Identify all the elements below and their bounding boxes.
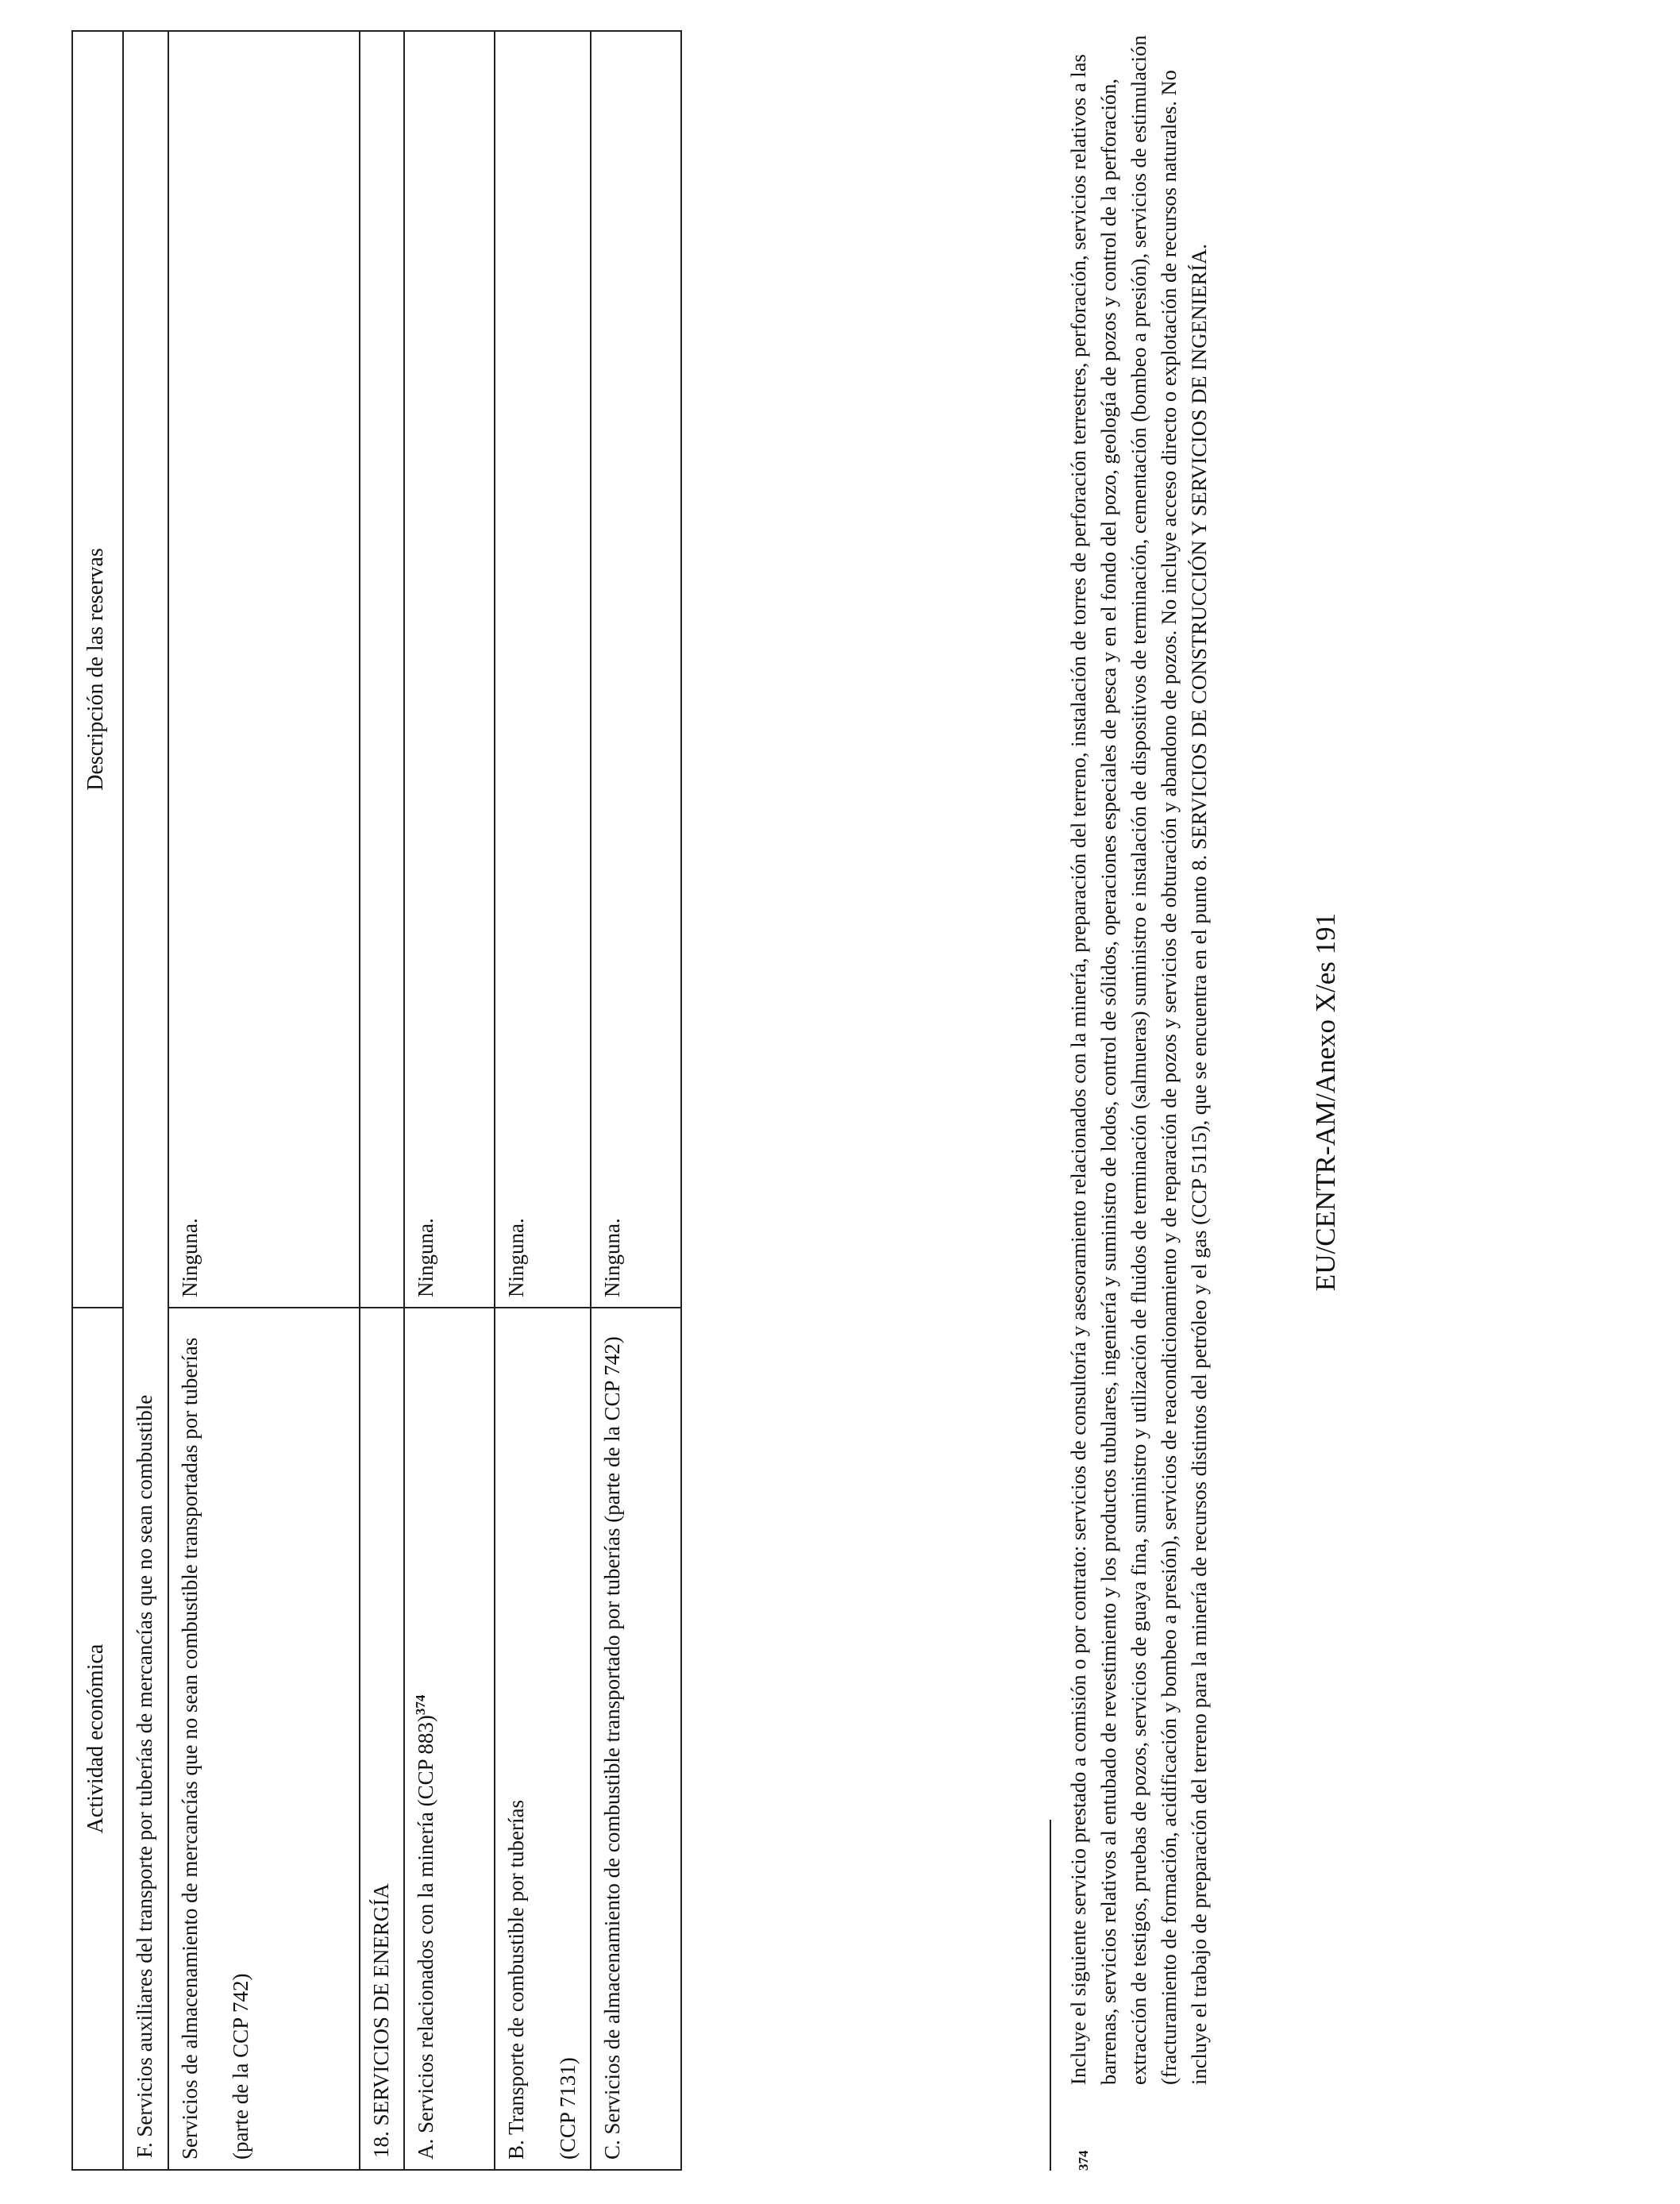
table-row xyxy=(404,31,495,2170)
description-cell: Ninguna. xyxy=(168,31,360,1308)
activity-cell xyxy=(404,1308,495,2170)
description-cell: Ninguna. xyxy=(495,31,591,1308)
activity-cell: C. Servicios de almacenamiento de combustible transportado por tuberías (parte de la CCP 742) xyxy=(591,1308,681,2170)
table-row xyxy=(495,31,591,2170)
section-heading: F. Servicios auxiliares del transporte por tuberías de mercancías que no sean combustible xyxy=(123,31,168,2170)
activity-text: B. Transporte de combustible por tuberías xyxy=(504,1800,528,2160)
section-heading: 18. SERVICIOS DE ENERGÍA xyxy=(360,1308,405,2170)
footnote-text: Incluye el siguiente servicio prestado a comisión o por contrato: servicios de consultoría y asesoramiento relacionados con la minería, preparación del terreno, instalación de torres de perforación terrestres, perforación, servicios relativos a las barrenas, servicios relativos al entubado de revestimiento y los productos tubulares, ingeniería y suministro de lodos, control de sólidos, operaciones especiales de pesca y en el fondo del pozo, geología de pozos y control de la perforación, extracción de testigos, pruebas de pozos, servicios de guaya fina, suministro y utilización de fluidos de terminación (salmueras) suministro e instalación de dispositivos de terminación, cementación (bombeo a presión), servicios de estimulación (fracturamiento de formación, acidificación y bombeo a presión), servicios de reacondicionamiento y de reparación de pozos y servicios de obturación y abandono de pozos. No incluye acceso directo o explotación de recursos naturales. No incluye el trabajo de preparación del terreno para la minería de recursos distintos del petróleo y el gas (CCP 5115), que se encuentra en el punto 8. SERVICIOS DE CONSTRUCCIÓN Y SERVICIOS DE INGENIERÍA. xyxy=(1066,35,1211,2085)
header-description: Descripción de las reservas xyxy=(72,31,123,1308)
footnote-number: 374 xyxy=(1076,2150,1091,2171)
reservations-table xyxy=(71,30,682,2171)
activity-ccp: (CCP 7131) xyxy=(555,2057,580,2160)
page-identifier: EU/CENTR-AM/Anexo X/es 191 xyxy=(1310,912,1341,1292)
header-activity: Actividad económica xyxy=(72,1308,123,2170)
activity-cell xyxy=(495,1308,591,2170)
table-row xyxy=(123,31,168,2170)
table-row xyxy=(591,31,681,2170)
activity-cell xyxy=(168,1308,360,2170)
activity-ccp: (parte de la CCP 742) xyxy=(229,1973,252,2160)
footnote-reference: 374 xyxy=(413,1694,428,1716)
empty-cell xyxy=(360,31,405,1308)
table-row xyxy=(168,31,360,2170)
activity-text: Servicios de almacenamiento de mercancías que no sean combustible transportadas por tuberías xyxy=(177,1337,202,2160)
description-cell: Ninguna. xyxy=(404,31,495,1308)
description-cell: Ninguna. xyxy=(591,31,681,1308)
table-header-row xyxy=(72,31,123,2170)
table-row xyxy=(360,31,405,2170)
activity-text: A. Servicios relacionados con la minería (CCP 883) xyxy=(414,1715,437,2160)
footnote-separator xyxy=(1050,1820,1051,2171)
